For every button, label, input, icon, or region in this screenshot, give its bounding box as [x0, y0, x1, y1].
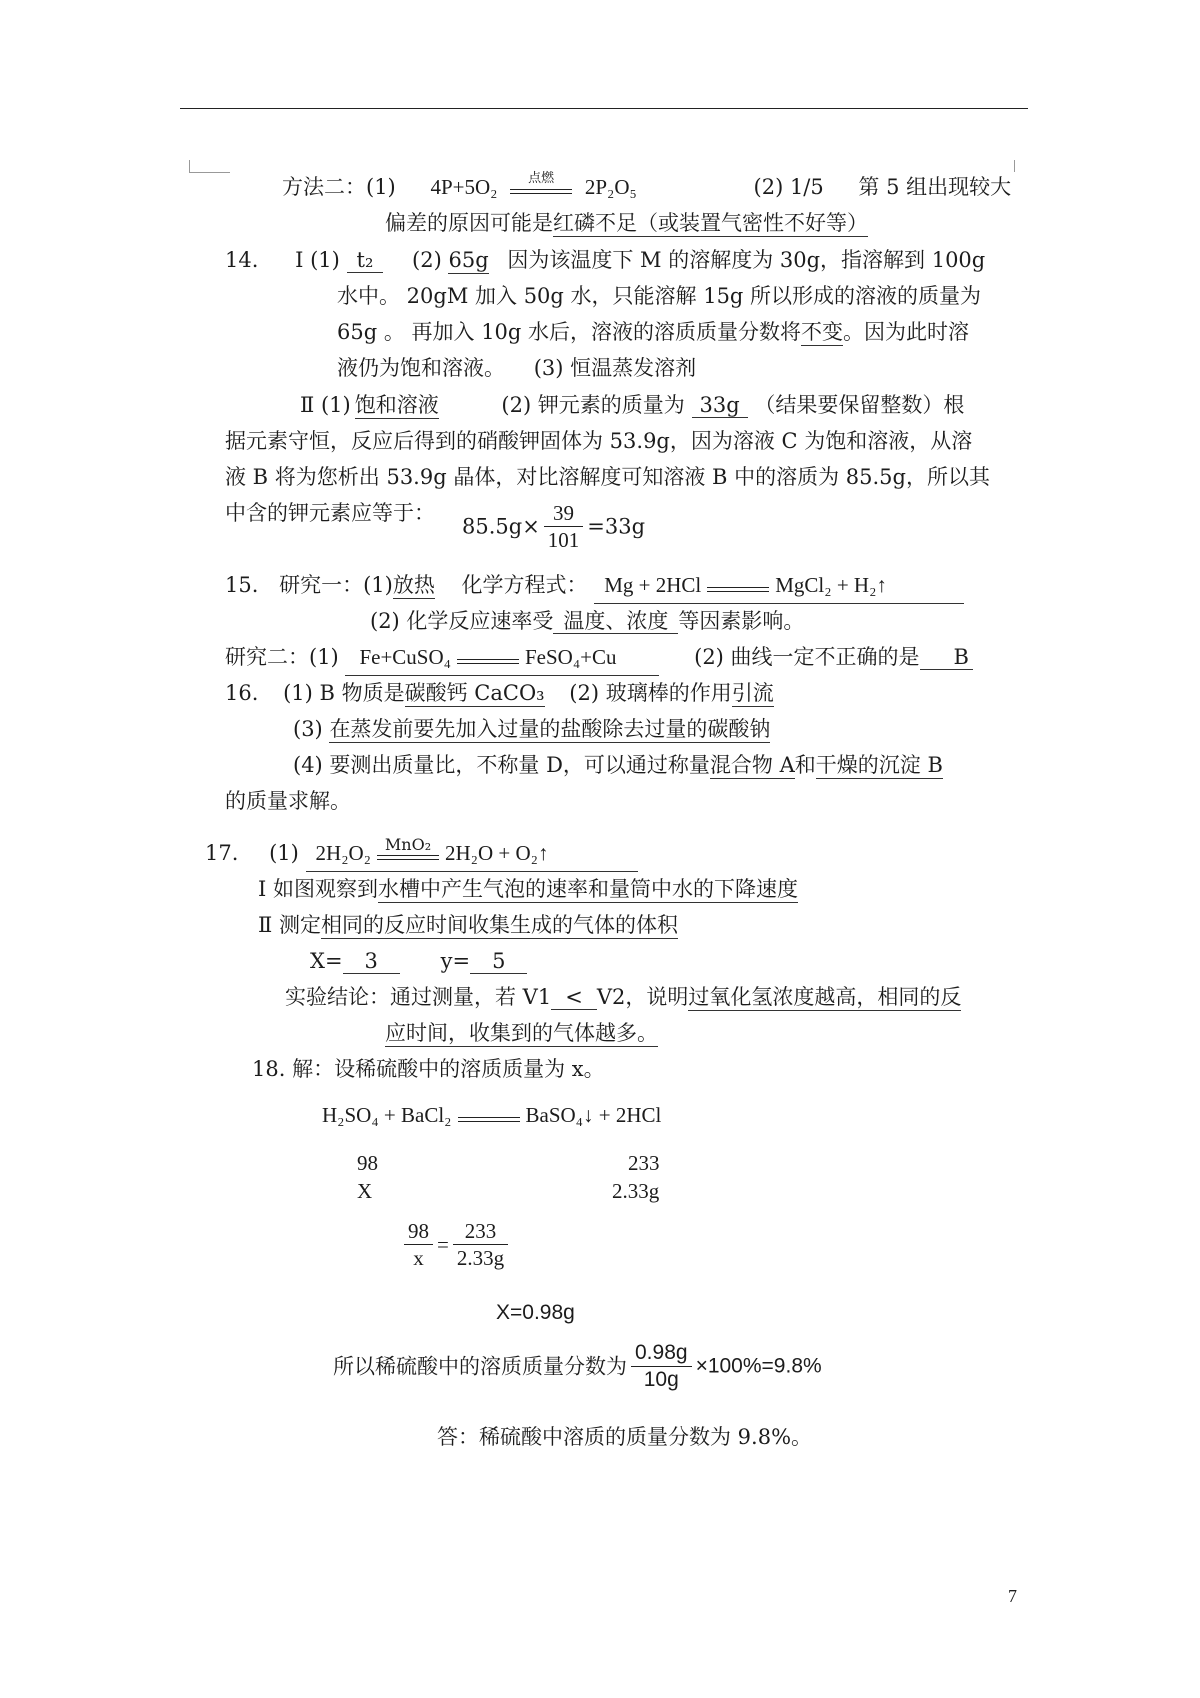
q17-conclusion-answer-a: 过氧化氢浓度越高，相同的反: [688, 985, 962, 1009]
q18-variable-2: 2.33g: [612, 1179, 660, 1203]
q14-line4: [337, 353, 696, 383]
q15-eq2-left: Fe+CuSO₄: [359, 645, 451, 669]
q17-y-label: y=: [440, 949, 471, 973]
q14-line1: [225, 245, 985, 275]
q17-i-pre: Ⅰ 如图观察到: [258, 877, 378, 901]
q18-eq-arrow: [458, 1102, 520, 1132]
q18-variable-1: X: [357, 1179, 373, 1203]
q15-eq-left: Mg + 2HCl: [604, 573, 702, 597]
q17-eq-left: 2H₂O₂: [315, 841, 372, 865]
q13-eq-arrow: [510, 170, 572, 204]
q17-conclusion-answer-b: 应时间，收集到的气体越多。: [385, 1021, 658, 1045]
q15-eq-right: MgCl₂ + H₂↑: [775, 573, 887, 597]
q14-line3-answer: 不变: [801, 320, 844, 344]
q18-percentage-pre: 所以稀硫酸中的溶质质量分数为: [333, 1354, 627, 1379]
q18-percentage-den: 10g: [643, 1368, 679, 1391]
q16-answer-1-pre: (1) B 物质是: [283, 681, 405, 705]
q17-eq-arrow: [377, 834, 439, 870]
q17-conclusion-pre: 实验结论：通过测量，若 V1: [285, 985, 552, 1009]
q13-method-line: [282, 172, 1011, 204]
q16-answer-3-pre: (3): [293, 717, 323, 741]
q18-percentage-num: 0.98g: [631, 1340, 692, 1367]
q15-eq2-arrow: [457, 644, 519, 674]
q17-line3: [258, 910, 678, 940]
q14-line3-b: 。因为此时溶: [843, 320, 970, 344]
q14-part2-lead: Ⅱ (1): [300, 393, 351, 417]
q15-line2: [370, 606, 804, 636]
q14-part2-answer-2-note: （结果要保留整数）根: [754, 393, 965, 417]
q14-calculation: [462, 500, 645, 553]
q13-part2: (2) 1/5: [753, 175, 824, 199]
q17-line5: [285, 982, 961, 1012]
q16-answer-4-mid: 和: [794, 753, 816, 777]
q15-answer-3-pre: (2) 曲线一定不正确的是: [694, 645, 920, 669]
q17-conclusion-operator: <: [551, 985, 597, 1010]
q18-result: X=0.98g: [496, 1301, 575, 1324]
q17-i-answer: 水槽中产生气泡的速率和量筒中水的下降速度: [377, 877, 798, 901]
q15-study2-lead: 研究二：(1): [225, 645, 339, 669]
q15-eq2-right: FeSO₄+Cu: [524, 645, 617, 669]
q14-part2-line1: [300, 390, 964, 420]
q15-line3: [225, 642, 973, 676]
q16-answer-3: 在蒸发前要先加入过量的盐酸除去过量的碳酸钠: [329, 717, 771, 741]
q17-x-value: 3: [343, 949, 400, 974]
q17-conclusion-mid: V2，说明: [596, 985, 689, 1009]
q17-eq-right: 2H₂O + O₂↑: [445, 841, 549, 865]
q14-calc-numerator: 39: [544, 500, 584, 527]
q16-answer-4-y: 干燥的沉淀 B: [815, 753, 943, 777]
q18-ratio-left-den: x: [413, 1246, 424, 1270]
q13-eq-left: 4P+5O₂: [430, 175, 498, 199]
q14-part2-answer-2: 33g: [692, 393, 748, 418]
q17-number: 17.: [205, 841, 239, 865]
q14-number: 14.: [225, 248, 259, 272]
q18-percentage-line: [333, 1340, 822, 1393]
q15-answer-2-post: 等因素影响。: [678, 609, 805, 633]
q15-eq-label: 化学方程式：: [461, 573, 588, 597]
q18-percentage-fraction: [631, 1340, 692, 1393]
q17-eq-condition: MnO₂: [384, 834, 432, 854]
q13-reason-answer: 红磷不足（或装置气密性不好等）: [553, 211, 868, 235]
q14-answer-2-explanation: 因为该温度下 M 的溶解度为 30g，指溶解到 100g: [507, 248, 986, 272]
q17-equation: [306, 834, 638, 872]
q17-line2: [258, 874, 798, 904]
q16-line2: [293, 714, 770, 744]
q16-answer-1: 碳酸钙 CaCO₃: [404, 681, 545, 705]
q17-line1: [205, 834, 638, 872]
q15-number: 15.: [225, 573, 259, 597]
q16-number: 16.: [225, 681, 259, 705]
q14-answer-2-label: (2): [412, 248, 442, 272]
crop-mark-left: [189, 160, 230, 173]
q15-eq-arrow: [707, 572, 769, 602]
q18-ratio: $\frac{98}{x}$ = $\frac{233}{2.33g}$: [400, 1218, 512, 1271]
q16-answer-4-x: 混合物 A: [709, 753, 795, 777]
q14-part2-answer-2-label: (2) 钾元素的质量为: [501, 393, 685, 417]
q14-part2-line4: 中含的钾元素应等于：: [225, 501, 435, 525]
q15-equation: [594, 570, 964, 604]
q15-answer-2-pre: (2) 化学反应速率受: [370, 609, 554, 633]
q14-part2-line3: 液 B 将为您析出 53.9g 晶体，对比溶解度可知溶液 B 中的溶质为 85.5g，所以其: [225, 465, 990, 489]
q16-answer-2-pre: (2) 玻璃棒的作用: [569, 681, 732, 705]
q13-method-label: 方法二：(1): [282, 175, 396, 199]
q17-ii-answer: 相同的反应时间收集生成的气体的体积: [320, 913, 678, 937]
q15-equation-2: [345, 642, 659, 676]
q18-molar-mass-2: 233: [628, 1151, 660, 1175]
q15-answer-3: B: [920, 645, 973, 670]
q14-calc-denominator: 101: [547, 528, 580, 552]
page-number: 7: [1008, 1586, 1017, 1606]
q18-ratio-left: [404, 1218, 433, 1271]
crop-mark-right: [1002, 160, 1015, 172]
q17-line4: [310, 946, 527, 976]
q13-reason-line: [385, 208, 868, 238]
q13-reason-b: 偏差的原因可能是: [385, 211, 553, 235]
q14-part2-answer-1: 饱和溶液: [354, 393, 439, 417]
q18-answer: 答：稀硫酸中溶质的质量分数为 9.8%。: [437, 1425, 813, 1449]
q16-answer-4-pre: (4) 要测出质量比，不称量 D，可以通过称量: [293, 753, 710, 777]
q17-y-value: 5: [470, 949, 527, 974]
q14-line4-text: 液仍为饱和溶液。: [337, 356, 505, 380]
q14-line2: 水中。 20gM 加入 50g 水，只能溶解 15g 所以形成的溶液的质量为: [337, 284, 982, 308]
q14-part2-line2: 据元素守恒，反应后得到的硝酸钾固体为 53.9g，因为溶液 C 为饱和溶液，从溶: [225, 429, 973, 453]
header-rule: [180, 108, 1028, 109]
q18-percentage-result: ×100%=9.8%: [695, 1354, 822, 1378]
q15-answer-2: 温度、浓度: [553, 609, 678, 634]
q18-molar-mass-1: 98: [357, 1151, 378, 1175]
q16-line4: 的质量求解。: [225, 789, 351, 813]
q18-ratio-right-den: 2.33g: [456, 1246, 505, 1270]
q14-calc-pre: 85.5g×: [462, 514, 540, 539]
q18-equation: [322, 1100, 661, 1132]
q14-line3: [337, 317, 969, 347]
q17-lead: (1): [269, 841, 299, 865]
q13-eq-right: 2P₂O₅: [584, 175, 637, 199]
q14-line3-a: 65g 。 再加入 10g 水后，溶液的溶质质量分数将: [337, 320, 802, 344]
q14-answer-2: 65g: [448, 248, 489, 272]
q14-answer-3: (3) 恒温蒸发溶剂: [533, 356, 697, 380]
q18-eq-left: H₂SO₄ + BaCl₂: [322, 1103, 452, 1127]
q16-answer-2: 引流: [731, 681, 774, 705]
q18-lead: 18. 解：设稀硫酸中的溶质质量为 x。: [252, 1057, 605, 1081]
q17-line6: [385, 1018, 658, 1048]
q18-ratio-right: [453, 1218, 508, 1271]
q15-lead: 研究一：(1): [279, 573, 393, 597]
q17-ii-pre: Ⅱ 测定: [258, 913, 321, 937]
q17-x-label: X=: [310, 949, 343, 973]
q14-calc-fraction: [544, 500, 584, 553]
q14-part1-lead: Ⅰ (1): [295, 248, 340, 272]
q14-answer-1: t₂: [347, 248, 384, 273]
q18-eq-right: BaSO₄↓ + 2HCl: [525, 1103, 662, 1127]
q16-line1: [225, 678, 774, 708]
q15-answer-1: 放热: [392, 573, 435, 597]
q18-ratio-right-num: 233: [453, 1218, 508, 1245]
q15-line1: [225, 570, 964, 604]
q18-ratio-left-num: 98: [404, 1218, 433, 1245]
q14-calc-result: =33g: [587, 514, 646, 539]
q16-line3: [293, 750, 943, 780]
q13-eq-condition: 点燃: [528, 170, 555, 186]
q13-reason-a: 第 5 组出现较大: [858, 175, 1012, 199]
